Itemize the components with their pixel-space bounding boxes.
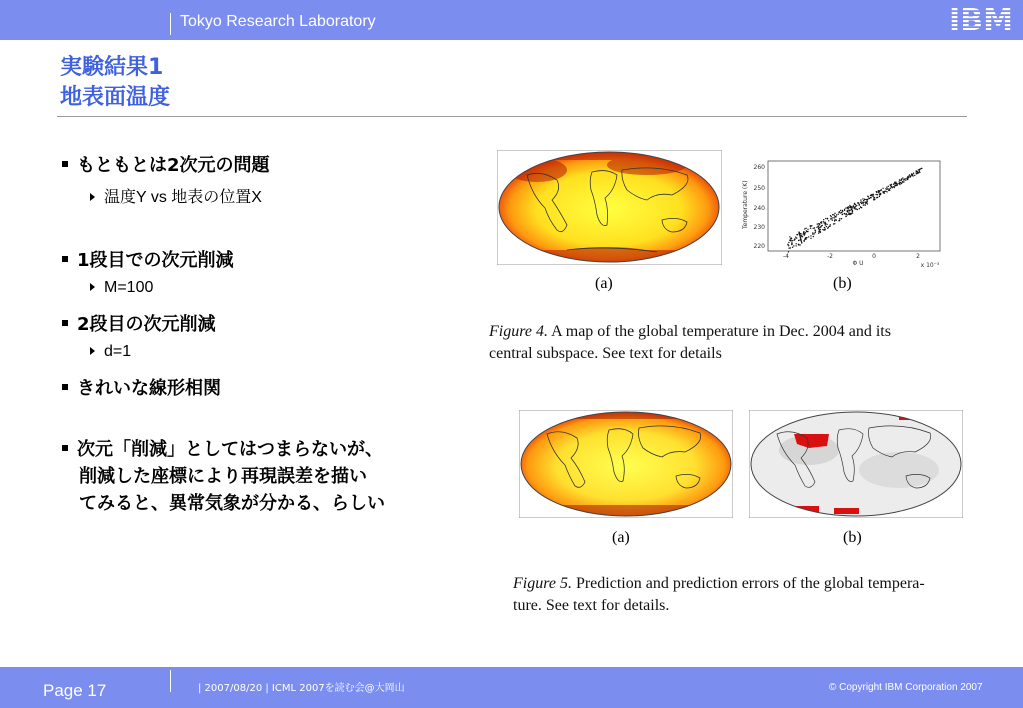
scatter-point: [822, 229, 823, 230]
scatter-point: [919, 169, 920, 170]
scatter-point: [866, 199, 867, 200]
scatter-point: [879, 196, 880, 197]
scatter-point: [878, 190, 879, 191]
scatter-point: [817, 223, 818, 224]
scatter-point: [852, 211, 853, 212]
scatter-point: [878, 192, 879, 193]
scatter-point: [829, 225, 830, 226]
scatter-point: [868, 198, 869, 199]
fig5-label-b: (b): [843, 529, 862, 546]
x-tick-0: 0: [872, 253, 876, 260]
scatter-point: [813, 236, 814, 237]
bullet-1-text: もともとは2次元の問題: [77, 155, 270, 176]
scatter-point: [870, 197, 871, 198]
scatter-point: [903, 179, 904, 180]
scatter-point: [874, 199, 875, 200]
scatter-point: [899, 184, 900, 185]
scatter-point: [857, 209, 858, 210]
scatter-point: [806, 231, 807, 232]
scatter-point: [808, 236, 809, 237]
scatter-point: [805, 238, 806, 239]
scatter-point: [799, 244, 800, 245]
scatter-point: [862, 198, 863, 199]
scatter-point: [838, 214, 839, 215]
y-tick-250: 250: [753, 185, 765, 192]
page-number: Page 17: [43, 681, 107, 700]
scatter-point: [876, 191, 877, 192]
scatter-point: [860, 199, 861, 200]
fig4-label-b: (b): [833, 275, 852, 292]
scatter-point: [805, 232, 806, 233]
title-line-2: 地表面温度: [60, 85, 171, 110]
x-axis-label: Φ U: [852, 260, 864, 267]
title-line-1: 実験結果1: [60, 55, 164, 80]
scatter-point: [803, 240, 804, 241]
svg-text:IBM: IBM: [949, 4, 1013, 34]
y-axis-label: Temperature (K): [742, 180, 749, 229]
scatter-point: [856, 205, 857, 206]
scatter-point: [842, 214, 843, 215]
scatter-point: [902, 177, 903, 178]
scatter-point: [794, 238, 795, 239]
scatter-point: [825, 218, 826, 219]
sub-bullet-3-text: d=1: [104, 343, 132, 360]
scatter-point: [795, 237, 796, 238]
scatter-point: [801, 236, 802, 237]
footer-bar: [0, 667, 1023, 708]
scatter-point: [838, 220, 839, 221]
scatter-point: [810, 235, 811, 236]
scatter-point: [894, 182, 895, 183]
footer-divider: [170, 670, 171, 692]
scatter-point: [815, 230, 816, 231]
scatter-point: [919, 172, 920, 173]
scatter-point: [861, 207, 862, 208]
figure4-map: [497, 150, 722, 265]
scatter-point: [916, 170, 917, 171]
scatter-point: [849, 213, 850, 214]
scatter-point: [885, 191, 886, 192]
scatter-point: [826, 226, 827, 227]
scatter-point: [918, 169, 919, 170]
scatter-point: [859, 205, 860, 206]
scatter-point: [902, 182, 903, 183]
scatter-point: [862, 202, 863, 203]
figure5-caption: [513, 573, 983, 617]
scatter-point: [849, 210, 850, 211]
bullet-4-text: きれいな線形相関: [77, 378, 221, 399]
sub-bullet-3: [90, 343, 131, 361]
scatter-point: [795, 245, 796, 246]
scatter-point: [885, 188, 886, 189]
scatter-point: [909, 174, 910, 175]
bullet-square-icon: [62, 256, 68, 262]
scatter-point: [880, 193, 881, 194]
scatter-point: [859, 208, 860, 209]
scatter-point: [789, 240, 790, 241]
scatter-point: [832, 220, 833, 221]
y-tick-260: 260: [753, 164, 765, 171]
scatter-point: [824, 229, 825, 230]
header-bar: [0, 0, 1023, 40]
scatter-point: [848, 212, 849, 213]
lab-name: Tokyo Research Laboratory: [180, 13, 376, 30]
scatter-point: [839, 218, 840, 219]
fig5-label-a: (a): [612, 529, 630, 546]
scatter-point: [798, 244, 799, 245]
scatter-point: [804, 233, 805, 234]
scatter-point: [842, 211, 843, 212]
scatter-point: [823, 221, 824, 222]
figure5-prediction-map: [519, 410, 733, 518]
scatter-point: [833, 223, 834, 224]
x-scale-label: x 10⁻³: [920, 262, 940, 269]
copyright: © Copyright IBM Corporation 2007: [829, 682, 983, 693]
x-tick-2: 2: [916, 253, 920, 260]
scatter-point: [798, 240, 799, 241]
ibm-logo: [944, 4, 1018, 34]
bullet-5-line-1: 次元「削減」としてはつまらないが、: [77, 439, 383, 460]
scatter-point: [907, 176, 908, 177]
scatter-point: [900, 182, 901, 183]
scatter-point: [812, 234, 813, 235]
scatter-point: [821, 221, 822, 222]
header-divider: [170, 13, 171, 35]
scatter-point: [824, 227, 825, 228]
scatter-point: [847, 208, 848, 209]
fig4-caption-line-1: A map of the global temperature in Dec. 2004 and its: [547, 323, 891, 340]
scatter-point: [863, 200, 864, 201]
scatter-point: [916, 173, 917, 174]
scatter-point: [801, 241, 802, 242]
scatter-point: [827, 228, 828, 229]
scatter-point: [819, 231, 820, 232]
scatter-point: [905, 180, 906, 181]
scatter-point: [807, 229, 808, 230]
scatter-point: [791, 244, 792, 245]
scatter-point: [879, 194, 880, 195]
scatter-point: [877, 194, 878, 195]
scatter-point: [814, 233, 815, 234]
bullet-3-text: 2段目の次元削減: [77, 314, 216, 335]
scatter-point: [893, 186, 894, 187]
scatter-point: [796, 234, 797, 235]
scatter-point: [803, 231, 804, 232]
scatter-point: [788, 242, 789, 243]
scatter-point: [871, 195, 872, 196]
scatter-point: [853, 206, 854, 207]
bullet-square-icon: [62, 445, 68, 451]
scatter-point: [883, 191, 884, 192]
scatter-point: [865, 204, 866, 205]
scatter-point: [852, 212, 853, 213]
scatter-point: [852, 210, 853, 211]
scatter-point: [895, 185, 896, 186]
scatter-point: [841, 212, 842, 213]
bullet-triangle-icon: [90, 193, 95, 201]
scatter-point: [848, 206, 849, 207]
scatter-point: [788, 245, 789, 246]
bullet-5-line-2: 削減した座標により再現誤差を描い: [79, 466, 367, 487]
scatter-point: [840, 210, 841, 211]
scatter-point: [899, 179, 900, 180]
scatter-point: [845, 214, 846, 215]
scatter-point: [818, 233, 819, 234]
slide-title: [60, 53, 170, 113]
scatter-point: [816, 227, 817, 228]
scatter-point: [867, 196, 868, 197]
scatter-point: [821, 225, 822, 226]
scatter-point: [823, 219, 824, 220]
scatter-point: [788, 248, 789, 249]
scatter-point: [914, 175, 915, 176]
scatter-point: [836, 214, 837, 215]
scatter-point: [834, 220, 835, 221]
title-rule: [57, 116, 967, 117]
scatter-point: [820, 229, 821, 230]
scatter-point: [845, 207, 846, 208]
scatter-point: [815, 232, 816, 233]
scatter-point: [840, 212, 841, 213]
scatter-point: [820, 227, 821, 228]
figure4-caption: [489, 321, 969, 365]
sub-bullet-1: [90, 184, 262, 207]
fig4-label-a: (a): [595, 275, 613, 292]
scatter-point: [844, 213, 845, 214]
scatter-point: [812, 232, 813, 233]
bullet-2-text: 1段目での次元削減: [77, 250, 234, 271]
scatter-point: [841, 218, 842, 219]
scatter-point: [849, 205, 850, 206]
fig5-caption-line-2: ture. See text for details.: [513, 597, 670, 614]
scatter-point: [860, 202, 861, 203]
bullet-2: [62, 246, 234, 272]
scatter-point: [826, 224, 827, 225]
scatter-point: [793, 245, 794, 246]
bullet-square-icon: [62, 161, 68, 167]
bullet-square-icon: [62, 320, 68, 326]
scatter-point: [835, 219, 836, 220]
scatter-point: [848, 214, 849, 215]
scatter-point: [800, 235, 801, 236]
scatter-point: [866, 201, 867, 202]
scatter-point: [835, 216, 836, 217]
scatter-point: [799, 239, 800, 240]
scatter-point: [845, 216, 846, 217]
scatter-point: [827, 218, 828, 219]
scatter-point: [888, 186, 889, 187]
scatter-point: [906, 178, 907, 179]
scatter-point: [800, 233, 801, 234]
scatter-point: [876, 197, 877, 198]
event-info: | 2007/08/20 | ICML 2007を読む会@大岡山: [198, 683, 405, 694]
fig4-caption-prefix: Figure 4.: [489, 323, 548, 340]
scatter-point: [895, 183, 896, 184]
scatter-point: [832, 217, 833, 218]
scatter-point: [790, 247, 791, 248]
scatter-point: [847, 211, 848, 212]
scatter-point: [830, 224, 831, 225]
bullet-4: [62, 374, 221, 400]
bullet-triangle-icon: [90, 283, 95, 291]
scatter-point: [918, 172, 919, 173]
scatter-point: [806, 237, 807, 238]
scatter-point: [887, 188, 888, 189]
scatter-point: [810, 225, 811, 226]
scatter-point: [857, 202, 858, 203]
scatter-point: [819, 227, 820, 228]
scatter-point: [792, 240, 793, 241]
scatter-point: [888, 190, 889, 191]
scatter-point: [886, 191, 887, 192]
scatter-point: [893, 183, 894, 184]
scatter-point: [891, 187, 892, 188]
scatter-point: [838, 212, 839, 213]
bullet-3: [62, 310, 216, 336]
scatter-point: [901, 180, 902, 181]
scatter-point: [865, 203, 866, 204]
scatter-point: [813, 228, 814, 229]
scatter-point: [851, 207, 852, 208]
y-tick-220: 220: [753, 243, 765, 250]
scatter-point: [834, 213, 835, 214]
y-tick-240: 240: [753, 205, 765, 212]
scatter-point: [833, 214, 834, 215]
scatter-point: [828, 220, 829, 221]
scatter-point: [804, 228, 805, 229]
bullet-5-line-3: てみると、異常気象が分かる、らしい: [79, 493, 385, 514]
scatter-point: [921, 168, 922, 169]
scatter-point: [861, 203, 862, 204]
bullet-triangle-icon: [90, 347, 95, 355]
scatter-point: [873, 195, 874, 196]
bullet-square-icon: [62, 384, 68, 390]
sub-bullet-2-text: M=100: [104, 279, 154, 296]
scatter-point: [831, 216, 832, 217]
x-tick-neg2: -2: [827, 253, 833, 260]
fig5-caption-prefix: Figure 5.: [513, 575, 572, 592]
scatter-point: [864, 199, 865, 200]
scatter-point: [834, 223, 835, 224]
scatter-point: [886, 187, 887, 188]
x-tick-neg4: -4: [783, 253, 789, 260]
scatter-point: [873, 194, 874, 195]
scatter-point: [849, 207, 850, 208]
sub-bullet-2: [90, 279, 153, 297]
scatter-point: [854, 203, 855, 204]
scatter-point: [825, 222, 826, 223]
scatter-point: [791, 240, 792, 241]
scatter-point: [796, 243, 797, 244]
scatter-point: [791, 238, 792, 239]
y-tick-230: 230: [753, 224, 765, 231]
scatter-point: [805, 228, 806, 229]
scatter-point: [834, 217, 835, 218]
scatter-point: [901, 183, 902, 184]
scatter-point: [792, 247, 793, 248]
bullet-1: [62, 151, 270, 177]
scatter-point: [911, 174, 912, 175]
figure4-scatter: [738, 155, 948, 270]
scatter-point: [819, 223, 820, 224]
figure5-error-map: [749, 410, 963, 518]
scatter-point: [847, 210, 848, 211]
scatter-point: [890, 188, 891, 189]
scatter-point: [882, 188, 883, 189]
scatter-point: [863, 204, 864, 205]
fig4-caption-line-2: central subspace. See text for details: [489, 345, 722, 362]
scatter-point: [910, 176, 911, 177]
scatter-point: [830, 218, 831, 219]
scatter-point: [814, 227, 815, 228]
fig5-caption-line-1: Prediction and prediction errors of the global tempera-: [571, 575, 925, 592]
scatter-point: [874, 197, 875, 198]
scatter-point: [787, 244, 788, 245]
scatter-point: [875, 194, 876, 195]
scatter-point: [801, 242, 802, 243]
scatter-point: [789, 236, 790, 237]
bullet-5: [62, 436, 385, 517]
scatter-point: [825, 223, 826, 224]
scatter-point: [896, 184, 897, 185]
scatter-point: [798, 233, 799, 234]
scatter-point: [788, 251, 789, 252]
scatter-point: [832, 214, 833, 215]
scatter-point: [881, 189, 882, 190]
scatter-point: [810, 238, 811, 239]
scatter-point: [810, 228, 811, 229]
sub-bullet-1-text: 温度Y vs 地表の位置X: [104, 189, 262, 206]
scatter-point: [844, 209, 845, 210]
